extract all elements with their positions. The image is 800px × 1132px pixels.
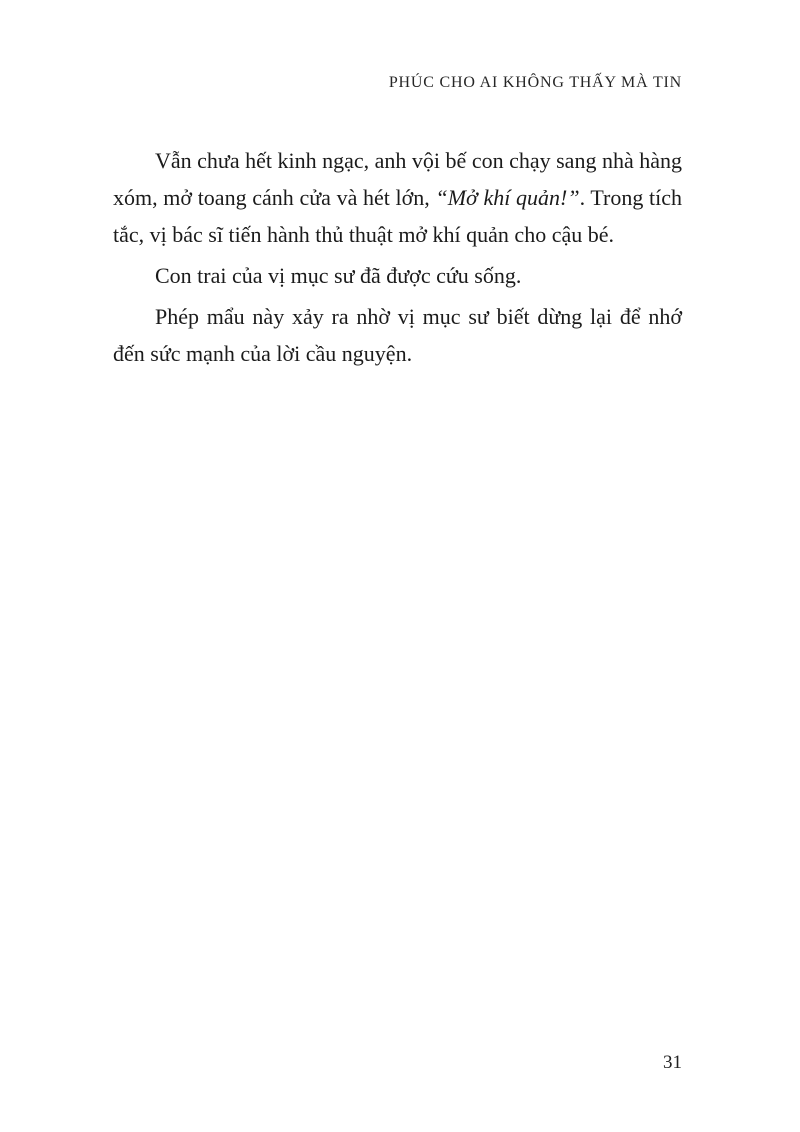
body-text <box>113 142 682 376</box>
paragraph-text: Con trai của vị mục sư đã được cứu sống. <box>155 263 522 288</box>
body-paragraph <box>113 257 682 294</box>
body-paragraph <box>113 142 682 253</box>
paragraph-text: Phép mẩu này xảy ra nhờ vị mục sư biết dừng lại để nhớ đến sức mạnh của lời cầu nguyện. <box>113 304 682 366</box>
body-paragraph <box>113 298 682 372</box>
page-number: 31 <box>663 1052 682 1073</box>
italic-quote: “Mở khí quản!” <box>435 185 580 210</box>
paragraph-text: Vẫn chưa hết kinh ngạc, anh vội bế con chạy sang nhà hàng xóm, mở toang cánh cửa và hét lớn, <box>113 148 682 210</box>
paragraph-text: . Trong tích tắc, vị bác sĩ tiến hành thủ thuật mở khí quản cho cậu bé. <box>113 185 683 247</box>
running-header: PHÚC CHO AI KHÔNG THẤY MÀ TIN <box>388 74 682 91</box>
